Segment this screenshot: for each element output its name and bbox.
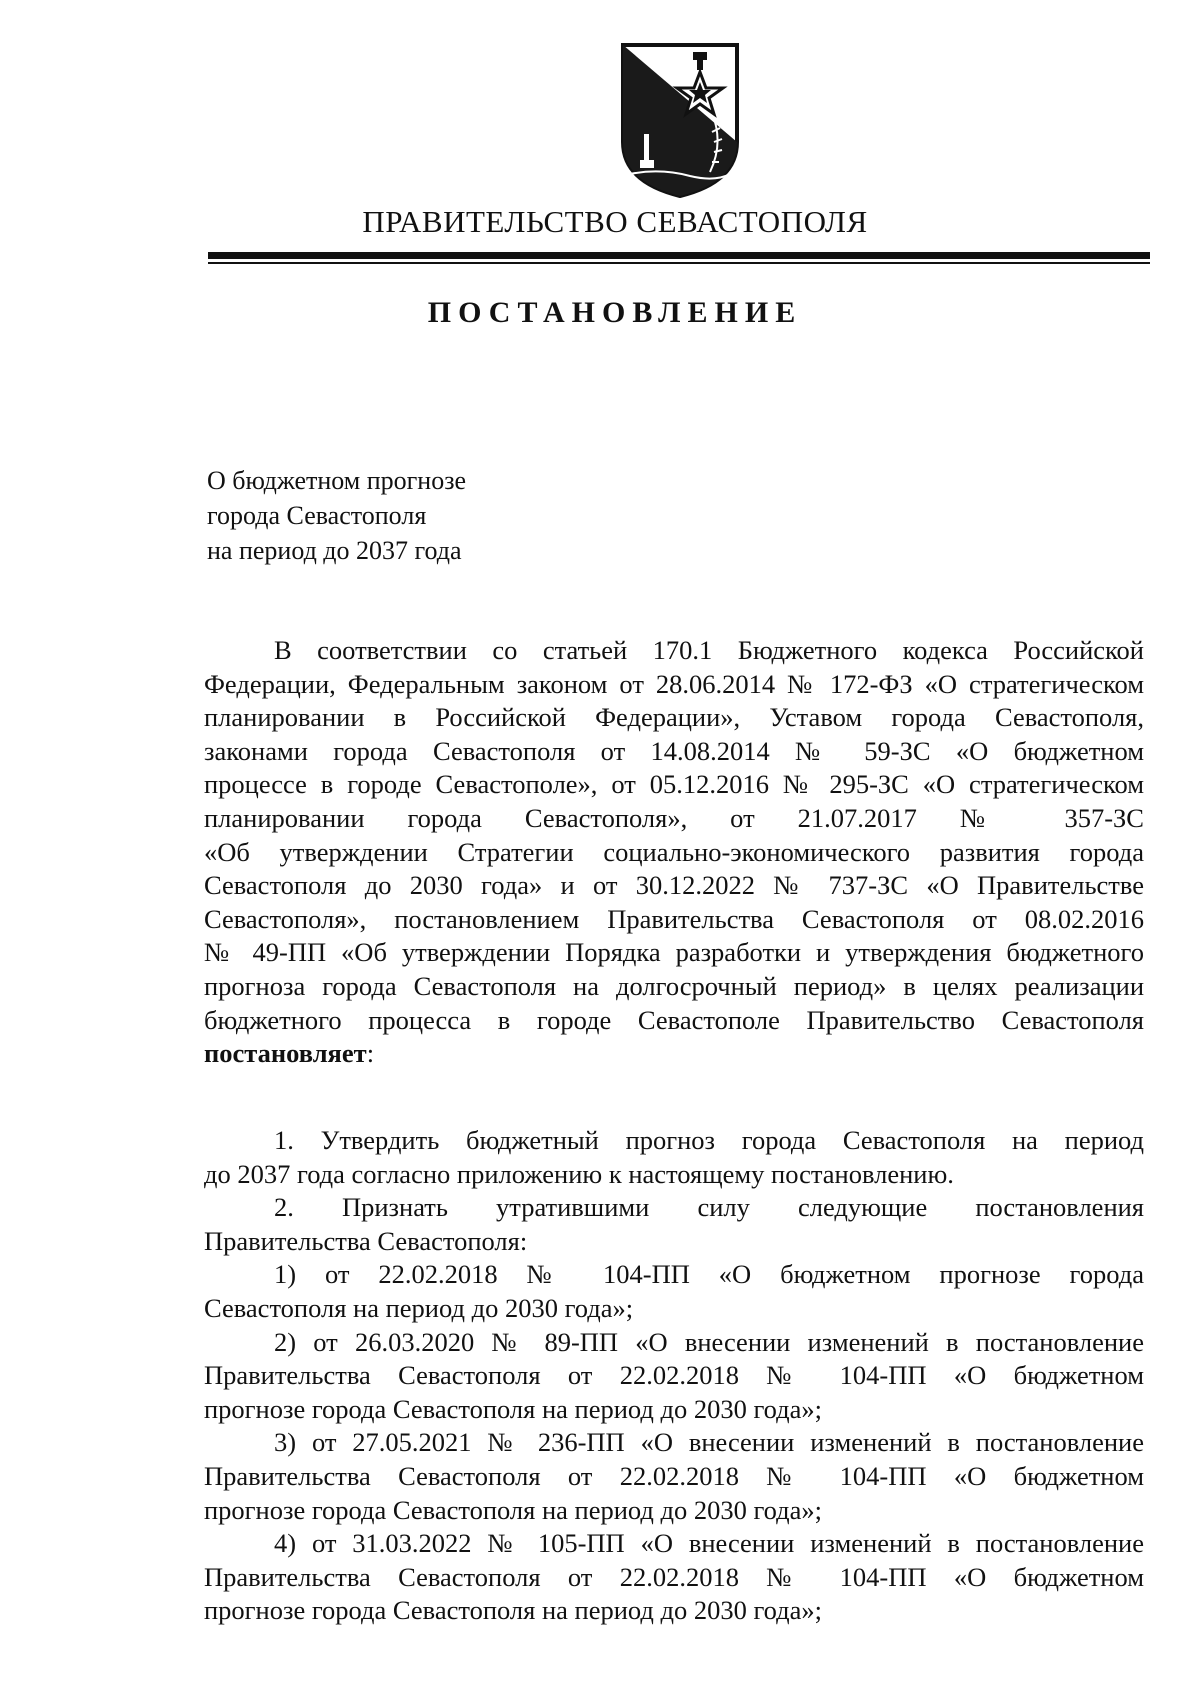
text-line: «Об утверждении Стратегии социально-экономического развития города xyxy=(204,836,1144,867)
subitem-3-line: 3) от 27.05.2021 № 236-ПП «О внесении изменений в постановление xyxy=(274,1427,1144,1458)
subitem-2-line: 2) от 26.03.2020 № 89-ПП «О внесении изменений в постановление xyxy=(274,1326,1144,1357)
sevastopol-coat-of-arms-icon xyxy=(620,42,740,200)
item-2-line: Правительства Севастополя: xyxy=(204,1225,528,1256)
decree-line xyxy=(204,1037,1144,1071)
document-type-heading: ПОСТАНОВЛЕНИЕ xyxy=(427,296,803,329)
text-line: № 49-ПП «Об утверждении Порядка разработки и утверждения бюджетного xyxy=(204,937,1144,968)
subitem-4-line: 4) от 31.03.2022 № 105-ПП «О внесении изменений в постановление xyxy=(274,1528,1144,1559)
header-divider xyxy=(208,252,1150,259)
subject-line: О бюджетном прогнозе xyxy=(207,466,467,495)
text-line: планировании в Российской Федерации», Уставом города Севастополя, xyxy=(204,702,1144,733)
subitem-2-line: прогнозе города Севастополя на период до 2030 года»; xyxy=(204,1393,823,1424)
text-line: прогноза города Севастополя на долгосрочный период» в целях реализации xyxy=(204,970,1144,1001)
text-line: планировании города Севастополя», от 21.07.2017 № 357-ЗС xyxy=(204,802,1144,833)
subitem-3-line: прогнозе города Севастополя на период до 2030 года»; xyxy=(204,1494,823,1525)
document-subject xyxy=(207,463,466,568)
subitem-4-line: Правительства Севастополя от 22.02.2018 № 104-ПП «О бюджетном xyxy=(204,1561,1144,1592)
subitem-2-line: Правительства Севастополя от 22.02.2018 № 104-ПП «О бюджетном xyxy=(204,1360,1144,1391)
decree-colon: : xyxy=(366,1038,375,1069)
text-line: законами города Севастополя от 14.08.2014 № 59-ЗС «О бюджетном xyxy=(204,735,1144,766)
subitem-3-line: Правительства Севастополя от 22.02.2018 № 104-ПП «О бюджетном xyxy=(204,1460,1144,1491)
subitem-4-line: прогнозе города Севастополя на период до 2030 года»; xyxy=(204,1595,823,1626)
organization-title: ПРАВИТЕЛЬСТВО СЕВАСТОПОЛЯ xyxy=(362,204,868,239)
subject-line: города Севастополя xyxy=(207,501,427,530)
text-line: В соответствии со статьей 170.1 Бюджетного кодекса Российской xyxy=(274,635,1144,665)
text-line: бюджетного процесса в городе Севастополе Правительство Севастополя xyxy=(204,1004,1144,1035)
text-line: Федерации, Федеральным законом от 28.06.2014 № 172-ФЗ «О стратегическом xyxy=(204,668,1144,699)
header-divider-thin xyxy=(208,262,1150,264)
item-1-line: 1. Утвердить бюджетный прогноз города Севастополя на период xyxy=(274,1125,1144,1155)
subitem-1-line: Севастополя на период до 2030 года»; xyxy=(204,1292,634,1323)
resolution-items xyxy=(204,1124,1144,1628)
text-line: Севастополя до 2030 года» и от 30.12.2022 № 737-ЗС «О Правительстве xyxy=(204,870,1144,901)
subitem-1-line: 1) от 22.02.2018 № 104-ПП «О бюджетном прогнозе города xyxy=(274,1259,1144,1290)
item-1-line: до 2037 года согласно приложению к настоящему постановлению. xyxy=(204,1158,954,1189)
preamble-paragraph xyxy=(204,634,1144,1071)
text-line: процессе в городе Севастополе», от 05.12.2016 № 295-ЗС «О стратегическом xyxy=(204,769,1144,800)
item-2-line: 2. Признать утратившими силу следующие постановления xyxy=(274,1192,1144,1223)
subject-line: на период до 2037 года xyxy=(207,536,462,565)
text-line: Севастополя», постановлением Правительства Севастополя от 08.02.2016 xyxy=(204,903,1144,934)
decree-word: постановляет xyxy=(204,1038,367,1069)
